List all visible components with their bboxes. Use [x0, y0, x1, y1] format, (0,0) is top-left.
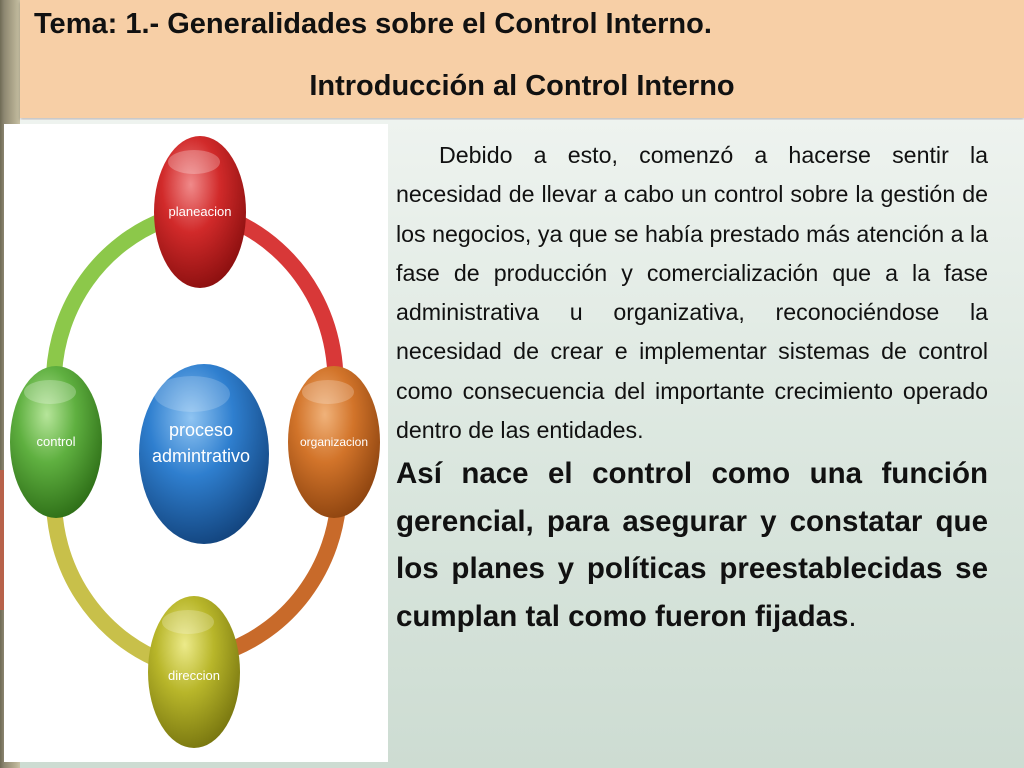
label-center-line2: admintrativo [151, 446, 251, 466]
label-organizacion: organizacion [299, 435, 369, 449]
label-control: control [36, 434, 76, 449]
label-center-line1: proceso [168, 420, 234, 440]
arc-bottom-left [54, 494, 164, 662]
slide-topic-title: Tema: 1.- Generalidades sobre el Control Interno. [34, 8, 712, 40]
process-cycle-diagram [4, 124, 388, 762]
paragraph-bold-period: . [848, 599, 857, 633]
paragraph-regular: Debido a esto, comenzó a hacerse sentir la necesidad de llevar a cabo un control sobre la gestión de los negocios, ya que se había prestado más atención a la fase de producción y comercialización que a la fase administrativa u organizativa, reconociéndose la necesidad de crear e implementar sistemas de control como consecuencia del importante crecimiento operado dentro de las entidades. [396, 142, 988, 444]
paragraph-bold-text: Así nace el control como una función gerencial, para asegurar y constatar que los planes y políticas preestablecidas se cumplan tal como fueron fijadas [396, 457, 988, 633]
label-planeacion: planeacion [168, 204, 232, 219]
paragraph-bold [396, 450, 988, 640]
label-direccion: direccion [167, 668, 221, 683]
cycle-diagram-svg [4, 124, 388, 762]
slide-subtitle: Introducción al Control Interno [309, 70, 735, 102]
title-banner [20, 0, 1024, 118]
body-text-column [396, 136, 988, 640]
arc-left-top [54, 220, 164, 374]
